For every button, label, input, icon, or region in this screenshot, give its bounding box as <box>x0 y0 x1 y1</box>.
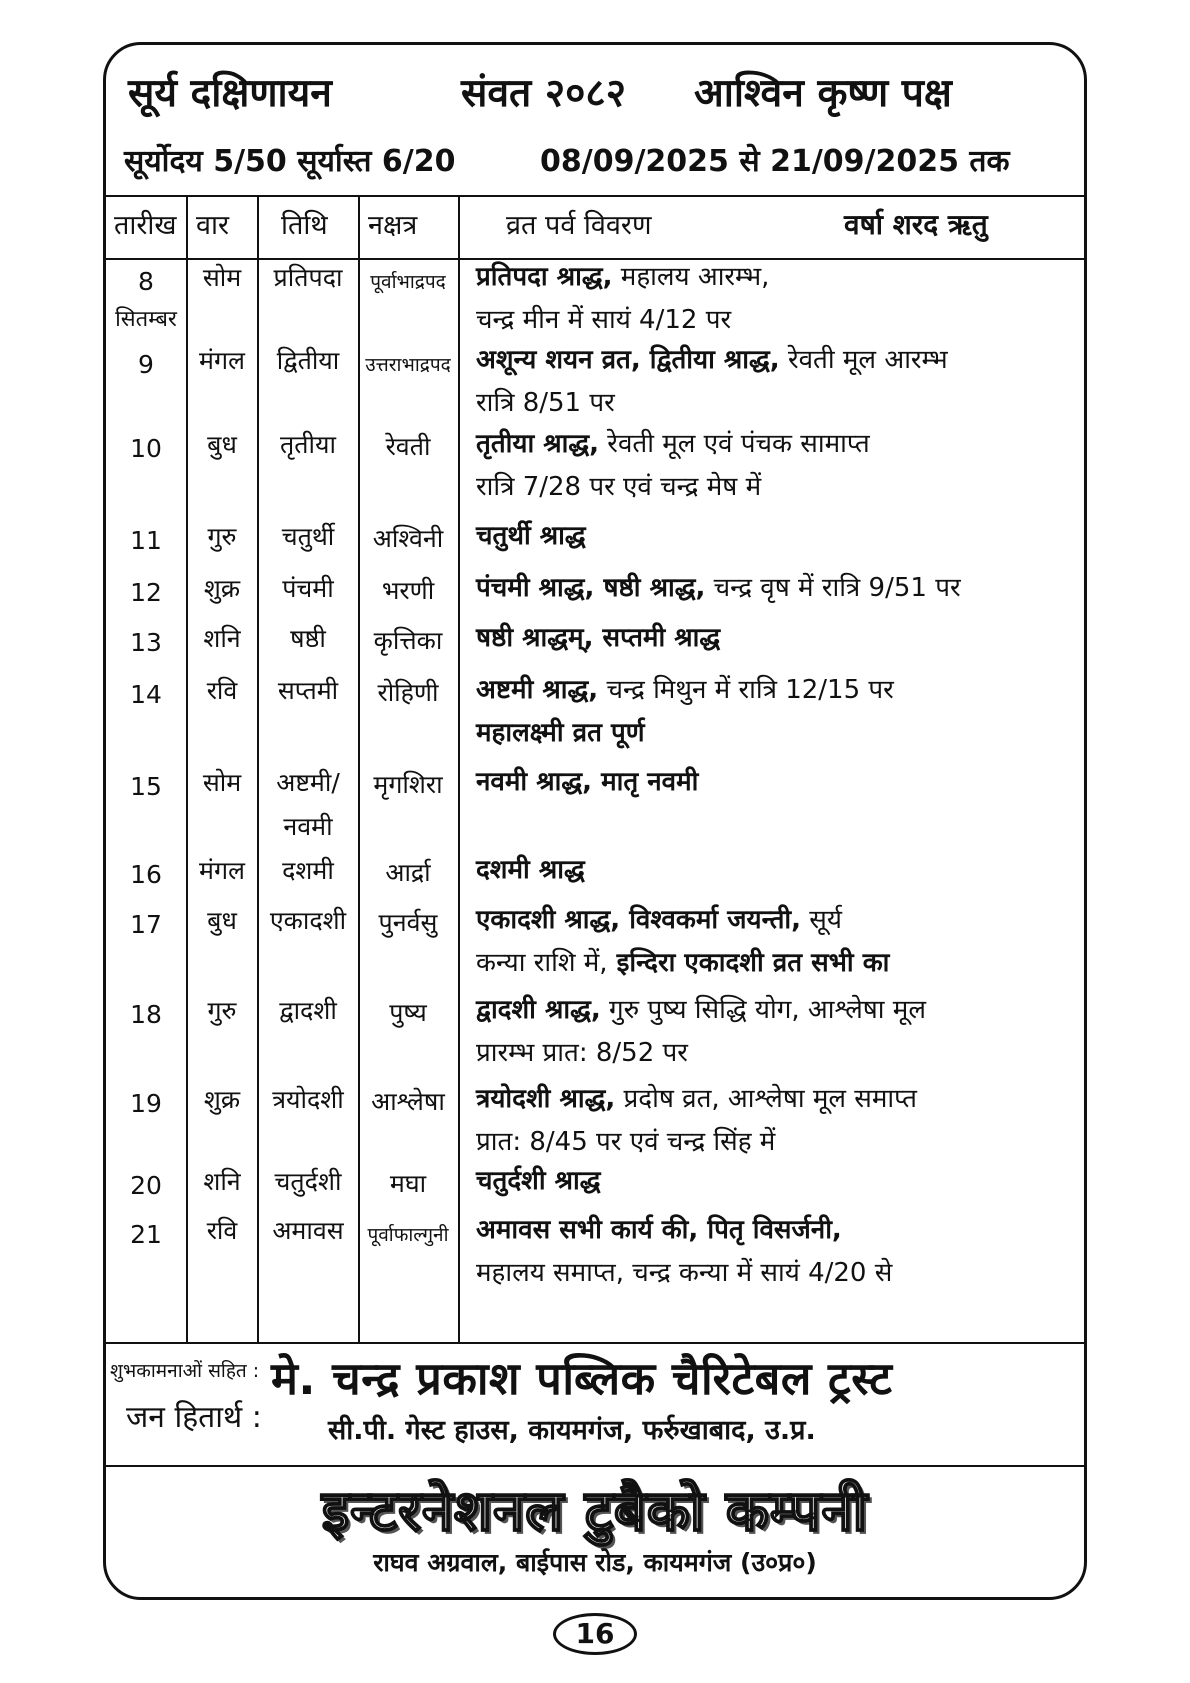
row-nakshatra: मघा <box>389 1169 427 1198</box>
calendar-page-frame <box>103 42 1087 1600</box>
trust-address: सी.पी. गेस्ट हाउस, कायमगंज, फर्रुखाबाद, उ.प्र. <box>328 1415 816 1446</box>
description-line <box>476 849 1056 892</box>
sunrise-sunset-text: सूर्योदय 5/50 सूर्यास्त 6/20 <box>124 144 456 179</box>
description-bold-segment: महालक्ष्मी व्रत पूर्ण <box>476 718 645 748</box>
row-nakshatra: आश्लेषा <box>371 1087 445 1116</box>
description-bold-segment: इन्दिरा एकादशी व्रत सभी का <box>607 948 890 978</box>
description-line <box>476 339 1056 382</box>
description-bold-segment: एकादशी श्राद्ध, विश्वकर्मा जयन्ती, <box>476 905 802 935</box>
row-day: शनि <box>203 624 241 653</box>
row-nakshatra: रोहिणी <box>377 678 439 707</box>
row-nakshatra: पूर्वाभाद्रपद <box>370 271 446 293</box>
row-day: रवि <box>206 676 238 705</box>
row-nakshatra: पुनर्वसु <box>378 908 438 937</box>
row-tithi: एकादशी <box>269 906 347 935</box>
row-tithi: त्रयोदशी <box>272 1085 344 1114</box>
company-name: इन्टरनेशनल टुबैको कम्पनी <box>321 1479 869 1544</box>
description-bold-segment: अमावस सभी कार्य की, पितृ विसर्जनी, <box>476 1215 842 1245</box>
description-line <box>476 466 1056 509</box>
description-segment: महालय समाप्त, चन्द्र कन्या में सायं 4/20 से <box>476 1258 893 1288</box>
row-tithi: चतुर्थी <box>281 522 335 551</box>
row-tithi: प्रतिपदा <box>273 263 343 292</box>
description-segment: प्रदोष व्रत, आश्लेषा मूल समाप्त <box>615 1084 917 1114</box>
description-bold-segment: चतुर्थी श्राद्ध <box>476 521 586 551</box>
row-nakshatra: आर्द्रा <box>385 858 431 887</box>
row-day: गुरु <box>207 522 237 551</box>
description-segment: रेवती मूल आरम्भ <box>779 345 948 375</box>
description-segment: चन्द्र मिथुन में रात्रि 12/15 पर <box>598 675 894 705</box>
row-nakshatra: पूर्वाफाल्गुनी <box>367 1224 449 1246</box>
header-title-row <box>106 55 1084 129</box>
row-description <box>476 1209 1056 1295</box>
row-tithi: तृतीया <box>280 430 336 459</box>
row-description <box>476 1078 1056 1164</box>
row-date: 12 <box>130 578 162 607</box>
row-date: 10 <box>130 434 162 463</box>
row-tithi: सप्तमी <box>277 676 339 705</box>
column-divider <box>458 195 460 1342</box>
row-day: सोम <box>202 768 242 797</box>
row-nakshatra: रेवती <box>385 432 431 461</box>
row-day: शनि <box>203 1167 241 1196</box>
description-segment: रेवती मूल एवं पंचक सामाप्त <box>599 429 870 459</box>
row-nakshatra: अश्विनी <box>372 524 444 553</box>
row-tithi: अष्टमी/ <box>276 768 340 797</box>
row-nakshatra: पुष्य <box>389 998 427 1027</box>
description-segment: सूर्य <box>801 905 842 935</box>
description-segment: गुरु पुष्य सिद्धि योग, आश्लेषा मूल <box>600 995 926 1025</box>
description-segment: रात्रि 7/28 पर एवं चन्द्र मेष में <box>476 472 762 502</box>
description-line <box>476 669 1056 712</box>
description-segment: कन्या राशि में, <box>476 948 608 978</box>
description-line <box>476 942 1056 985</box>
description-segment: महालय आरम्भ, <box>612 262 770 292</box>
row-tithi-continued: नवमी <box>283 812 333 841</box>
description-bold-segment: दशमी श्राद्ध <box>476 855 585 885</box>
row-day: शुक्र <box>203 1085 241 1114</box>
description-bold-segment: पंचमी श्राद्ध, षष्ठी श्राद्ध, <box>476 573 706 603</box>
row-description <box>476 669 1056 755</box>
row-date: 20 <box>130 1171 162 1200</box>
row-date: 15 <box>130 772 162 801</box>
description-segment: चन्द्र वृष में रात्रि 9/51 पर <box>705 573 961 603</box>
row-day: शुक्र <box>203 574 241 603</box>
date-range-text: 08/09/2025 से 21/09/2025 तक <box>540 144 1010 179</box>
row-description <box>476 567 1056 610</box>
row-day: रवि <box>206 1216 238 1245</box>
description-line <box>476 712 1056 755</box>
row-day: बुध <box>207 906 237 935</box>
description-line <box>476 1078 1056 1121</box>
col-header-tithi: तिथि <box>281 210 328 241</box>
maas-paksha-title: आश्विन कृष्ण पक्ष <box>694 71 952 116</box>
row-date: 14 <box>130 680 162 709</box>
samvat-title: संवत २०८२ <box>461 71 626 116</box>
page-number: 16 <box>553 1613 637 1655</box>
description-line <box>476 1160 1056 1203</box>
row-description <box>476 617 1056 660</box>
row-date: 19 <box>130 1089 162 1118</box>
row-day: बुध <box>207 430 237 459</box>
description-line <box>476 761 1056 804</box>
col-header-day: वार <box>196 210 230 241</box>
row-day: मंगल <box>199 346 245 375</box>
row-tithi: चतुर्दशी <box>274 1167 342 1196</box>
company-address: राघव अग्रवाल, बाईपास रोड, कायमगंज (उ०प्र०) <box>373 1548 817 1577</box>
row-description <box>476 515 1056 558</box>
description-line <box>476 1032 1056 1075</box>
row-tithi: षष्ठी <box>290 624 326 653</box>
description-line <box>476 423 1056 466</box>
header-info-row <box>106 131 1084 191</box>
col-header-nakshatra: नक्षत्र <box>368 210 418 241</box>
row-tithi: द्वादशी <box>279 996 337 1025</box>
description-line <box>476 256 1056 299</box>
row-nakshatra: कृत्तिका <box>373 626 443 655</box>
description-bold-segment: षष्ठी श्राद्धम्, सप्तमी श्राद्ध <box>476 623 721 653</box>
description-bold-segment: चतुर्दशी श्राद्ध <box>476 1166 601 1196</box>
row-date: 9 <box>138 350 154 379</box>
description-line <box>476 1121 1056 1164</box>
row-day: गुरु <box>207 996 237 1025</box>
row-date: 13 <box>130 628 162 657</box>
row-day: सोम <box>202 263 242 292</box>
row-tithi: पंचमी <box>282 574 334 603</box>
row-description <box>476 256 1056 342</box>
row-nakshatra: भरणी <box>381 576 435 605</box>
row-date: 16 <box>130 860 162 889</box>
divider <box>106 1342 1084 1344</box>
divider <box>106 1465 1084 1467</box>
col-header-ritu: वर्षा शरद ऋतु <box>844 208 988 241</box>
description-segment: प्रात: 8/45 पर एवं चन्द्र सिंह में <box>476 1127 776 1157</box>
row-description <box>476 899 1056 985</box>
row-date: 8 <box>138 267 154 296</box>
description-line <box>476 299 1056 342</box>
description-bold-segment: तृतीया श्राद्ध, <box>476 429 600 459</box>
description-segment: रात्रि 8/51 पर <box>476 388 615 418</box>
public-label: जन हितार्थ : <box>126 1400 262 1435</box>
row-nakshatra: मृगशिरा <box>373 770 443 799</box>
description-line <box>476 567 1056 610</box>
description-bold-segment: प्रतिपदा श्राद्ध, <box>476 262 613 292</box>
row-date: 11 <box>130 526 162 555</box>
col-header-date: तारीख <box>114 210 177 241</box>
description-line <box>476 382 1056 425</box>
description-segment: चन्द्र मीन में सायं 4/12 पर <box>476 305 732 335</box>
row-description <box>476 761 1056 804</box>
col-header-details: व्रत पर्व विवरण <box>506 210 652 241</box>
description-line <box>476 899 1056 942</box>
trust-name: मे. चन्द्र प्रकाश पब्लिक चैरिटेबल ट्रस्ट <box>271 1352 893 1405</box>
row-description <box>476 989 1056 1075</box>
row-day: मंगल <box>199 856 245 885</box>
description-line <box>476 515 1056 558</box>
description-bold-segment: नवमी श्राद्ध, मातृ नवमी <box>476 767 699 797</box>
row-tithi: अमावस <box>272 1216 344 1245</box>
description-line <box>476 1252 1056 1295</box>
description-line <box>476 617 1056 660</box>
row-description <box>476 1160 1056 1203</box>
row-tithi: द्वितीया <box>276 346 340 375</box>
greeting-label: शुभकामनाओं सहित : <box>110 1360 260 1382</box>
row-description <box>476 339 1056 425</box>
description-bold-segment: द्वादशी श्राद्ध, <box>476 995 601 1025</box>
description-bold-segment: अशून्य शयन व्रत, द्वितीया श्राद्ध, <box>476 345 780 375</box>
row-date: 17 <box>130 910 162 939</box>
divider <box>106 195 1084 197</box>
row-tithi: दशमी <box>282 856 334 885</box>
description-line <box>476 1209 1056 1252</box>
description-line <box>476 989 1056 1032</box>
description-segment: प्रारम्भ प्रात: 8/52 पर <box>476 1038 688 1068</box>
row-month: सितम्बर <box>115 307 177 332</box>
row-date: 18 <box>130 1000 162 1029</box>
row-date: 21 <box>130 1220 162 1249</box>
description-bold-segment: अष्टमी श्राद्ध, <box>476 675 599 705</box>
ayan-title: सूर्य दक्षिणायन <box>128 71 332 116</box>
row-nakshatra: उत्तराभाद्रपद <box>365 354 451 376</box>
description-bold-segment: त्रयोदशी श्राद्ध, <box>476 1084 616 1114</box>
row-description <box>476 849 1056 892</box>
row-description <box>476 423 1056 509</box>
